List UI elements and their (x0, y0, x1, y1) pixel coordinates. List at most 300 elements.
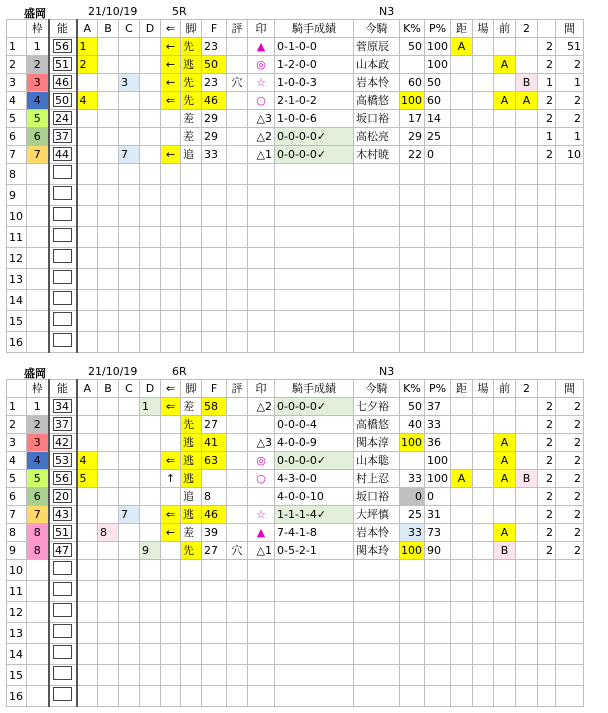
cell-waku: 5 (27, 110, 49, 128)
cell-a (77, 434, 98, 452)
cell-mark: ○ (248, 470, 275, 488)
cell-kyaku: 逃 (181, 506, 202, 524)
cell-ni (516, 434, 538, 452)
cell-g2: 2 (556, 434, 584, 452)
cell-a (77, 110, 98, 128)
cell-ba (473, 434, 494, 452)
cell-g2 (556, 248, 584, 269)
cell-nou (49, 74, 77, 92)
cell-arrow: ⇐ (161, 452, 181, 470)
cell-ni (516, 311, 538, 332)
cell-b (98, 506, 119, 524)
cell-rec: 1-1-1-4✓ (275, 506, 354, 524)
cell-c (119, 128, 140, 146)
table-row (7, 434, 584, 452)
cell-no: 15 (7, 665, 27, 686)
header-cell: F (202, 20, 227, 38)
cell-f (202, 581, 227, 602)
cell-rec (275, 581, 354, 602)
cell-ni (516, 560, 538, 581)
cell-a (77, 665, 98, 686)
cell-c (119, 269, 140, 290)
cell-p: 100 (425, 38, 451, 56)
cell-hyo (227, 206, 248, 227)
cell-mark (248, 227, 275, 248)
cell-c (119, 524, 140, 542)
cell-mae (494, 602, 516, 623)
cell-nou (49, 56, 77, 74)
cell-kyori (451, 56, 473, 74)
cell-a (77, 206, 98, 227)
cell-arrow (161, 311, 181, 332)
cell-b (98, 581, 119, 602)
cell-c (119, 644, 140, 665)
cell-mae (494, 248, 516, 269)
cell-ni (516, 686, 538, 707)
cell-waku (27, 623, 49, 644)
cell-a (77, 185, 98, 206)
cell-d (140, 623, 161, 644)
cell-hyo (227, 332, 248, 353)
cell-mae (494, 38, 516, 56)
cell-arrow (161, 290, 181, 311)
cell-g1: 2 (538, 146, 556, 164)
nou-box (53, 666, 72, 680)
table-row (7, 665, 584, 686)
cell-rec: 1-2-0-0 (275, 56, 354, 74)
cell-nou (49, 434, 77, 452)
cell-d (140, 311, 161, 332)
cell-k (400, 332, 425, 353)
cell-f: 23 (202, 74, 227, 92)
cell-c (119, 332, 140, 353)
cell-ba (473, 560, 494, 581)
cell-waku (27, 269, 49, 290)
cell-g1: 2 (538, 92, 556, 110)
cell-f: 27 (202, 416, 227, 434)
cell-nou (49, 290, 77, 311)
cell-d (140, 185, 161, 206)
cell-kyaku (181, 602, 202, 623)
cell-p (425, 185, 451, 206)
cell-f (202, 290, 227, 311)
cell-kyori (451, 623, 473, 644)
cell-kyori (451, 92, 473, 110)
cell-mark (248, 560, 275, 581)
cell-rec: 7-4-1-8 (275, 524, 354, 542)
cell-b (98, 452, 119, 470)
cell-a (77, 269, 98, 290)
cell-f (202, 686, 227, 707)
cell-rec (275, 602, 354, 623)
cell-kyaku (181, 665, 202, 686)
cell-a: 1 (77, 38, 98, 56)
cell-rec (275, 686, 354, 707)
nou-box (53, 333, 72, 347)
cell-no: 14 (7, 644, 27, 665)
cell-g1 (538, 227, 556, 248)
cell-arrow (161, 581, 181, 602)
cell-b: 8 (98, 524, 119, 542)
cell-hyo (227, 416, 248, 434)
cell-jockey: 関本淳 (354, 434, 400, 452)
cell-rec: 1-0-0-3 (275, 74, 354, 92)
cell-waku (27, 248, 49, 269)
cell-c: 7 (119, 506, 140, 524)
cell-k (400, 248, 425, 269)
cell-jockey (354, 227, 400, 248)
header-cell: 脚 (181, 20, 202, 38)
cell-nou (49, 506, 77, 524)
cell-ni (516, 38, 538, 56)
cell-jockey: 村上忍 (354, 470, 400, 488)
cell-no: 2 (7, 416, 27, 434)
header-cell: A (77, 20, 98, 38)
cell-rec (275, 185, 354, 206)
cell-ni (516, 416, 538, 434)
cell-p (425, 644, 451, 665)
cell-kyaku: 先 (181, 542, 202, 560)
cell-b (98, 290, 119, 311)
cell-k (400, 206, 425, 227)
cell-mark: △2 (248, 398, 275, 416)
cell-d (140, 581, 161, 602)
nou-box (53, 291, 72, 305)
cell-kyori (451, 602, 473, 623)
cell-kyori (451, 644, 473, 665)
race-header (0, 364, 608, 379)
cell-g2: 2 (556, 542, 584, 560)
header-cell: 騎手成績 (275, 20, 354, 38)
cell-rec: 4-3-0-0 (275, 470, 354, 488)
cell-waku: 1 (27, 398, 49, 416)
cell-jockey: 関本玲 (354, 542, 400, 560)
cell-mark: ◎ (248, 452, 275, 470)
cell-c (119, 581, 140, 602)
cell-f: 50 (202, 56, 227, 74)
table-row (7, 227, 584, 248)
header-cell: D (140, 380, 161, 398)
table-row (7, 602, 584, 623)
cell-g2: 1 (556, 74, 584, 92)
cell-kyori (451, 146, 473, 164)
cell-waku: 2 (27, 56, 49, 74)
header-cell: P% (425, 20, 451, 38)
cell-waku: 6 (27, 128, 49, 146)
cell-nou (49, 146, 77, 164)
cell-nou (49, 542, 77, 560)
cell-rec (275, 665, 354, 686)
cell-kyaku: 逃 (181, 434, 202, 452)
cell-g1 (538, 623, 556, 644)
cell-hyo: 穴 (227, 542, 248, 560)
cell-no: 13 (7, 269, 27, 290)
header-cell: C (119, 20, 140, 38)
cell-kyori (451, 542, 473, 560)
cell-g1: 2 (538, 506, 556, 524)
cell-d (140, 416, 161, 434)
cell-jockey: 高橋悠 (354, 92, 400, 110)
cell-rec: 1-0-0-6 (275, 110, 354, 128)
cell-a (77, 227, 98, 248)
cell-a (77, 524, 98, 542)
cell-kyaku (181, 686, 202, 707)
cell-k: 100 (400, 542, 425, 560)
cell-jockey (354, 185, 400, 206)
cell-rec (275, 332, 354, 353)
cell-kyaku: 逃 (181, 452, 202, 470)
cell-mae (494, 206, 516, 227)
cell-f (202, 602, 227, 623)
cell-arrow (161, 665, 181, 686)
header-cell: K% (400, 380, 425, 398)
cell-d (140, 602, 161, 623)
cell-kyori (451, 311, 473, 332)
cell-mark: ▲ (248, 38, 275, 56)
cell-g1: 2 (538, 542, 556, 560)
cell-mark (248, 311, 275, 332)
cell-d (140, 248, 161, 269)
cell-rec (275, 164, 354, 185)
table-row (7, 290, 584, 311)
cell-p (425, 623, 451, 644)
cell-rec (275, 269, 354, 290)
cell-waku (27, 602, 49, 623)
cell-g2 (556, 686, 584, 707)
cell-f (202, 248, 227, 269)
header-cell: 距 (451, 380, 473, 398)
header-cell (7, 20, 27, 38)
cell-a: 5 (77, 470, 98, 488)
cell-mae: A (494, 470, 516, 488)
table-row (7, 74, 584, 92)
cell-mae: A (494, 452, 516, 470)
cell-jockey: 岩本怜 (354, 524, 400, 542)
cell-jockey (354, 290, 400, 311)
cell-g2: 2 (556, 416, 584, 434)
cell-arrow (161, 623, 181, 644)
cell-k: 0 (400, 488, 425, 506)
cell-hyo (227, 488, 248, 506)
cell-ni (516, 581, 538, 602)
cell-arrow (161, 434, 181, 452)
cell-p: 25 (425, 128, 451, 146)
cell-nou (49, 332, 77, 353)
cell-d (140, 227, 161, 248)
cell-a (77, 146, 98, 164)
table-row (7, 506, 584, 524)
cell-b (98, 398, 119, 416)
cell-f: 39 (202, 524, 227, 542)
header-cell: 2 (516, 20, 538, 38)
cell-p: 100 (425, 452, 451, 470)
cell-p: 31 (425, 506, 451, 524)
header-cell: 印 (248, 380, 275, 398)
header-cell: 脚 (181, 380, 202, 398)
table-row (7, 110, 584, 128)
cell-nou (49, 602, 77, 623)
cell-hyo (227, 92, 248, 110)
race-class: N3 (379, 365, 395, 378)
cell-no: 5 (7, 470, 27, 488)
cell-g2 (556, 644, 584, 665)
cell-f: 27 (202, 542, 227, 560)
cell-a (77, 644, 98, 665)
cell-no: 12 (7, 602, 27, 623)
cell-mae: A (494, 56, 516, 74)
cell-a (77, 74, 98, 92)
cell-g1: 2 (538, 470, 556, 488)
cell-f: 33 (202, 146, 227, 164)
cell-waku: 3 (27, 434, 49, 452)
cell-ba (473, 686, 494, 707)
cell-g2: 2 (556, 56, 584, 74)
header-cell: 間 (556, 380, 584, 398)
cell-kyaku: 差 (181, 398, 202, 416)
cell-hyo (227, 269, 248, 290)
cell-nou (49, 488, 77, 506)
cell-c (119, 560, 140, 581)
cell-ba (473, 110, 494, 128)
cell-a: 4 (77, 92, 98, 110)
cell-a (77, 560, 98, 581)
cell-waku (27, 686, 49, 707)
cell-hyo (227, 185, 248, 206)
cell-f: 58 (202, 398, 227, 416)
cell-g2 (556, 206, 584, 227)
cell-hyo (227, 38, 248, 56)
race-date: 21/10/19 (88, 365, 138, 378)
cell-b (98, 602, 119, 623)
cell-kyori (451, 248, 473, 269)
cell-kyaku: 追 (181, 488, 202, 506)
cell-c: 7 (119, 146, 140, 164)
cell-kyori (451, 524, 473, 542)
cell-hyo (227, 56, 248, 74)
cell-mae (494, 506, 516, 524)
cell-kyori (451, 74, 473, 92)
cell-ni: B (516, 470, 538, 488)
cell-hyo (227, 164, 248, 185)
cell-g1 (538, 164, 556, 185)
cell-d (140, 38, 161, 56)
cell-mark: ○ (248, 92, 275, 110)
cell-jockey (354, 164, 400, 185)
nou-value: 44 (53, 147, 72, 161)
cell-hyo: 穴 (227, 74, 248, 92)
cell-f: 29 (202, 110, 227, 128)
cell-mae (494, 185, 516, 206)
cell-jockey (354, 269, 400, 290)
cell-nou (49, 686, 77, 707)
cell-kyaku (181, 164, 202, 185)
table-row (7, 524, 584, 542)
cell-a (77, 623, 98, 644)
cell-nou (49, 206, 77, 227)
cell-nou (49, 470, 77, 488)
cell-mae (494, 311, 516, 332)
cell-jockey (354, 665, 400, 686)
cell-arrow (161, 248, 181, 269)
cell-mark (248, 269, 275, 290)
cell-kyori: A (451, 38, 473, 56)
cell-c (119, 470, 140, 488)
cell-ni (516, 524, 538, 542)
cell-rec: 4-0-0-10 (275, 488, 354, 506)
cell-kyaku (181, 623, 202, 644)
cell-kyaku (181, 311, 202, 332)
header-cell (7, 380, 27, 398)
cell-ni (516, 56, 538, 74)
header-cell: K% (400, 20, 425, 38)
cell-no: 14 (7, 290, 27, 311)
cell-waku (27, 644, 49, 665)
cell-mae (494, 644, 516, 665)
cell-g1 (538, 560, 556, 581)
cell-d (140, 74, 161, 92)
nou-value: 37 (53, 129, 72, 143)
cell-d (140, 434, 161, 452)
header-cell: 能 (49, 20, 77, 38)
nou-box (53, 270, 72, 284)
cell-ni (516, 665, 538, 686)
cell-ba (473, 665, 494, 686)
cell-kyaku: 先 (181, 38, 202, 56)
header-cell: B (98, 20, 119, 38)
cell-k (400, 602, 425, 623)
cell-g1 (538, 665, 556, 686)
cell-g2 (556, 332, 584, 353)
cell-waku (27, 665, 49, 686)
header-cell: B (98, 380, 119, 398)
cell-arrow (161, 602, 181, 623)
cell-p (425, 311, 451, 332)
cell-kyaku (181, 290, 202, 311)
cell-a (77, 542, 98, 560)
cell-hyo (227, 560, 248, 581)
cell-nou (49, 185, 77, 206)
cell-g1 (538, 644, 556, 665)
cell-hyo (227, 110, 248, 128)
cell-f (202, 470, 227, 488)
table-row (7, 269, 584, 290)
cell-kyori (451, 227, 473, 248)
cell-mae (494, 128, 516, 146)
cell-b (98, 110, 119, 128)
cell-arrow: ⇐ (161, 92, 181, 110)
cell-f (202, 269, 227, 290)
cell-ni (516, 506, 538, 524)
race-class: N3 (379, 5, 395, 18)
cell-no: 13 (7, 623, 27, 644)
cell-c (119, 290, 140, 311)
cell-no: 15 (7, 311, 27, 332)
cell-d (140, 206, 161, 227)
cell-jockey: 坂口裕 (354, 488, 400, 506)
cell-arrow: ← (161, 146, 181, 164)
cell-k: 33 (400, 470, 425, 488)
cell-d (140, 488, 161, 506)
cell-b (98, 269, 119, 290)
cell-arrow: ⇐ (161, 398, 181, 416)
cell-d (140, 164, 161, 185)
cell-ba (473, 470, 494, 488)
cell-jockey: 高松亮 (354, 128, 400, 146)
cell-waku: 6 (27, 488, 49, 506)
cell-k: 25 (400, 506, 425, 524)
cell-ni: B (516, 74, 538, 92)
cell-ba (473, 56, 494, 74)
